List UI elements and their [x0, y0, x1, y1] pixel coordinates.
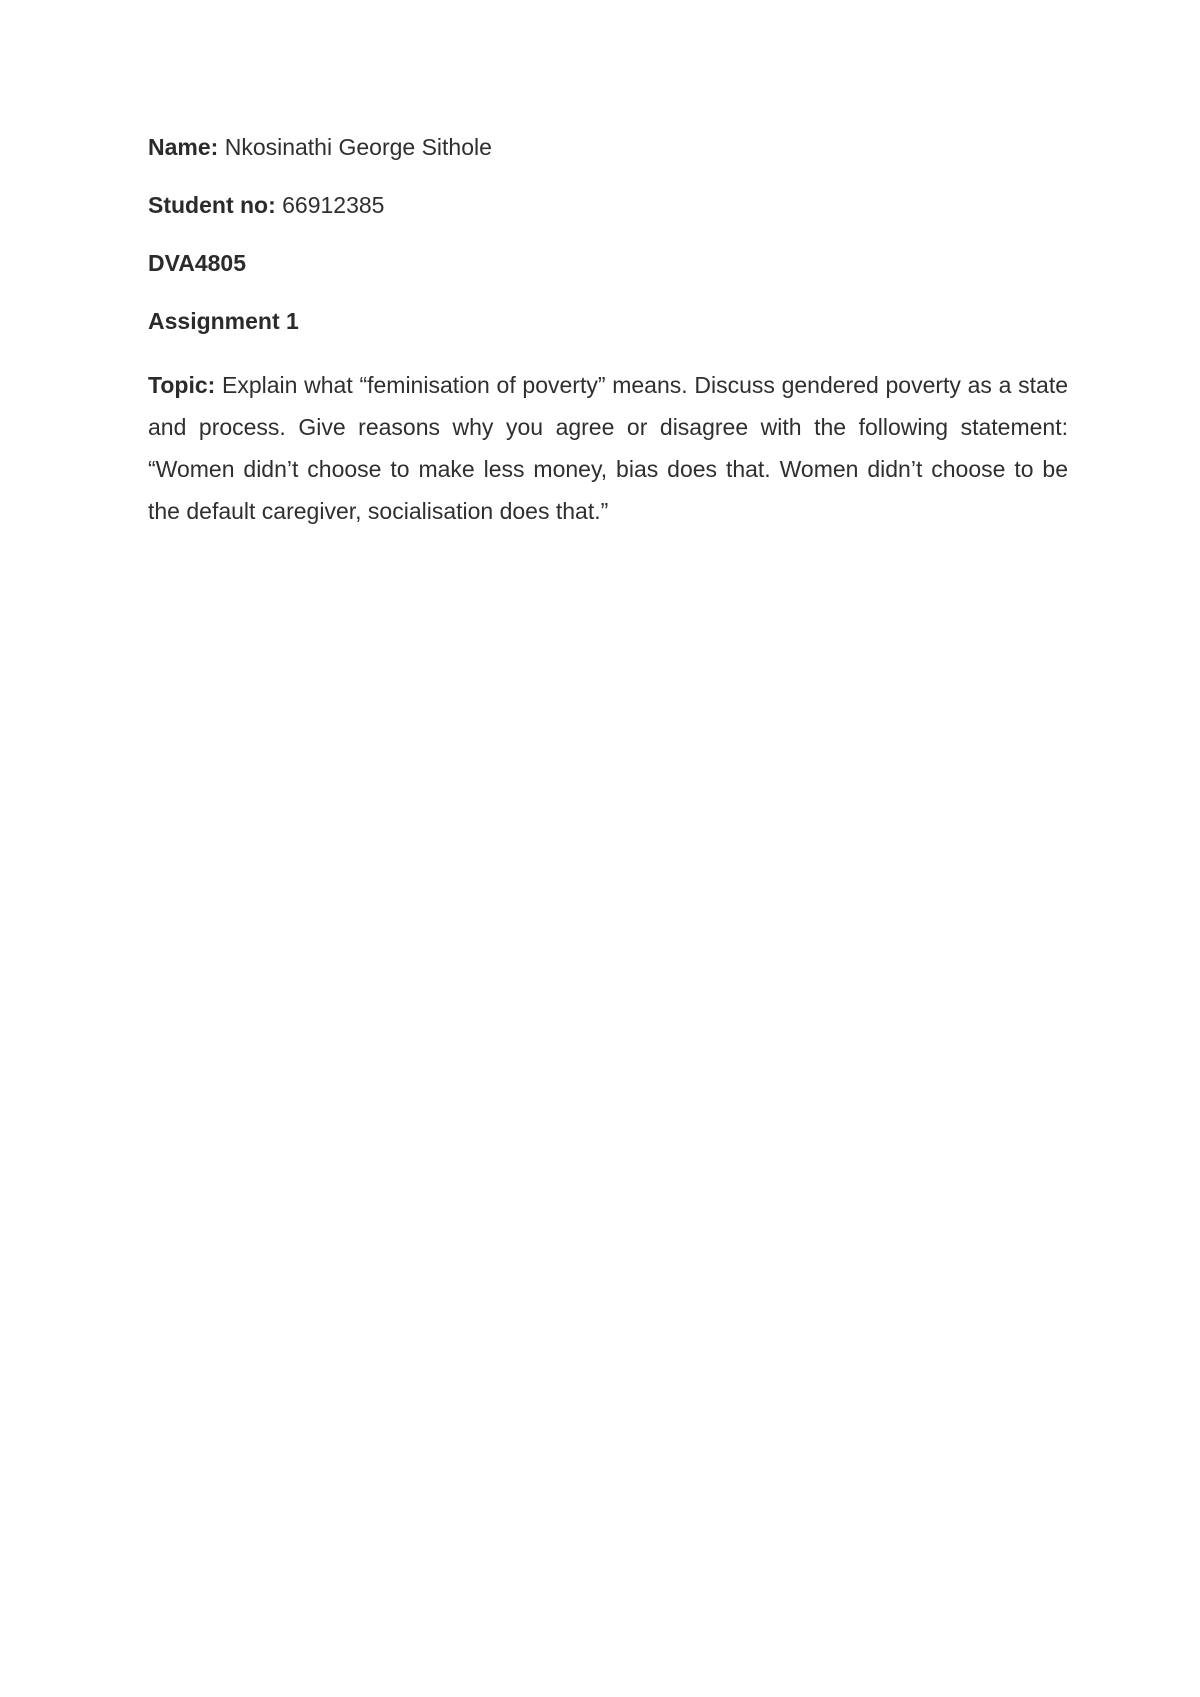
- topic-text: Explain what “feminisation of poverty” means. Discuss gendered poverty as a state and process. Give reasons why you agree or disagree with the following statement: “Women didn’t choose to make less money, bias does that. Women didn’t choose to be the default caregiver, socialisation does that.”: [148, 372, 1068, 524]
- student-number-line: [148, 190, 1068, 220]
- name-line: [148, 132, 1068, 162]
- name-value: Nkosinathi George Sithole: [218, 134, 492, 160]
- student-number-label: Student no:: [148, 192, 276, 218]
- course-code: DVA4805: [148, 250, 247, 276]
- topic-paragraph: [148, 364, 1068, 532]
- document-content: [148, 132, 1068, 532]
- assignment-title: Assignment 1: [148, 308, 299, 334]
- name-label: Name:: [148, 134, 219, 160]
- student-number-value: 66912385: [275, 192, 385, 218]
- topic-label: Topic:: [148, 372, 216, 398]
